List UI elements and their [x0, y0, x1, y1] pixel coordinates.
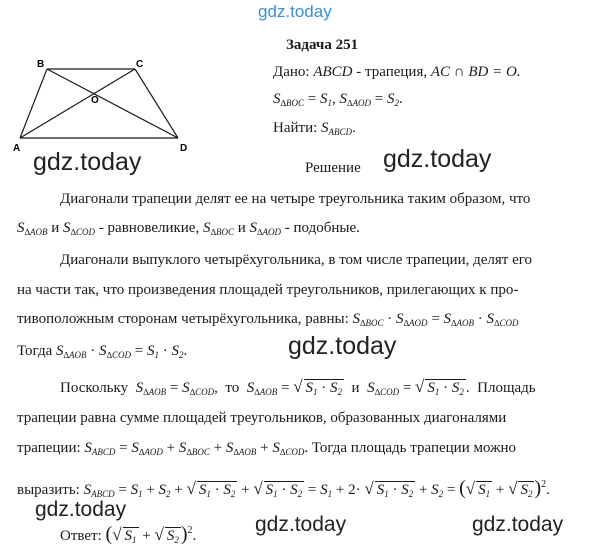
para1-line2: $S_{\Delta AOB}$ и $S_{\Delta COD}$ - равновеликие, $S_{\Delta BOC}$ и $S_{\Delta AOD}$ - подобные.: [17, 220, 360, 237]
para2-line3: тивоположным сторонам четырёхугольника, равны: $S_{\Delta BOC} \cdot S_{\Delta AOD} = S_{\Delta AOB} \cdot S_{\Delta COD}$: [17, 311, 519, 328]
vertex-label-o: O: [91, 95, 99, 106]
since-line: Поскольку $S_{\Delta AOB} = S_{\Delta COD}$, то $S_{\Delta AOB}$ = √ $S_1 \cdot S_2$ и $S_{\Delta COD}$ = √ $S_1 \cdot S_2$ . Площадь: [60, 377, 536, 397]
watermark-left: gdz.today: [33, 148, 142, 176]
para2-line1: Диагонали выпуклого четырёхугольника, в том числе трапеции, делят его: [60, 252, 533, 268]
para3-line1: трапеции равна сумме площадей треугольников, образованных диагоналями: [17, 410, 507, 426]
vertex-label-c: C: [136, 59, 144, 70]
find-line: Найти: $S_{ABCD}$.: [273, 120, 356, 137]
given-label: Дано:: [273, 64, 310, 80]
task-title: Задача 251: [286, 37, 359, 53]
watermark-right: gdz.today: [383, 145, 492, 173]
watermark-bottom-right: gdz.today: [472, 513, 564, 536]
para2-line2: на части так, что произведения площадей треугольников, прилегающих к про-: [17, 282, 519, 298]
diagonal-bd: [47, 69, 178, 138]
diagonal-ac: [20, 69, 135, 138]
given-line: Дано: ABCD - трапеция, AC ∩ BD = O.: [273, 64, 521, 80]
answer-label: Ответ:: [60, 528, 102, 544]
para1-line1: Диагонали трапеции делят ее на четыре треугольника таким образом, что: [60, 191, 531, 207]
watermark-middle: gdz.today: [288, 332, 397, 360]
solution-heading: Решение: [305, 160, 361, 176]
side-cd: [135, 69, 178, 138]
para3-line2: трапеции: $S_{ABCD} = S_{\Delta AOD} + S_{\Delta BOC} + S_{\Delta AOB} + S_{\Delta COD}$. Тогда площадь трапеции можно: [17, 440, 516, 457]
watermark-bottom-left: gdz.today: [35, 498, 127, 521]
answer-line: Ответ: (√ $S_1$ + √ $S_2$ )$^2$.: [60, 523, 197, 545]
side-ab: [20, 69, 47, 138]
vertex-label-b: B: [37, 59, 45, 70]
trapezoid-figure: [10, 52, 200, 152]
find-label: Найти:: [273, 120, 318, 136]
watermark-top: gdz.today: [258, 2, 332, 21]
watermark-bottom-center: gdz.today: [255, 513, 347, 536]
vertex-label-a: A: [13, 143, 21, 152]
vertex-label-d: D: [180, 143, 188, 152]
then-line: Тогда $S_{\Delta AOB} \cdot S_{\Delta COD} = S_1 \cdot S_2$.: [17, 343, 188, 360]
given-areas: $S_{\Delta BOC} = S_1$, $S_{\Delta AOD} = S_2$.: [273, 91, 403, 108]
para3-line3: выразить: $S_{ABCD} = S_1 + S_2$ + √ $S_1 \cdot S_2$ + √ $S_1 \cdot S_2 = S_1 + 2\cdot$ √ $S_1 \cdot S_2 + S_2$ = (√ $S_1$ + √ $S_2$ )$^2$.: [17, 477, 550, 499]
